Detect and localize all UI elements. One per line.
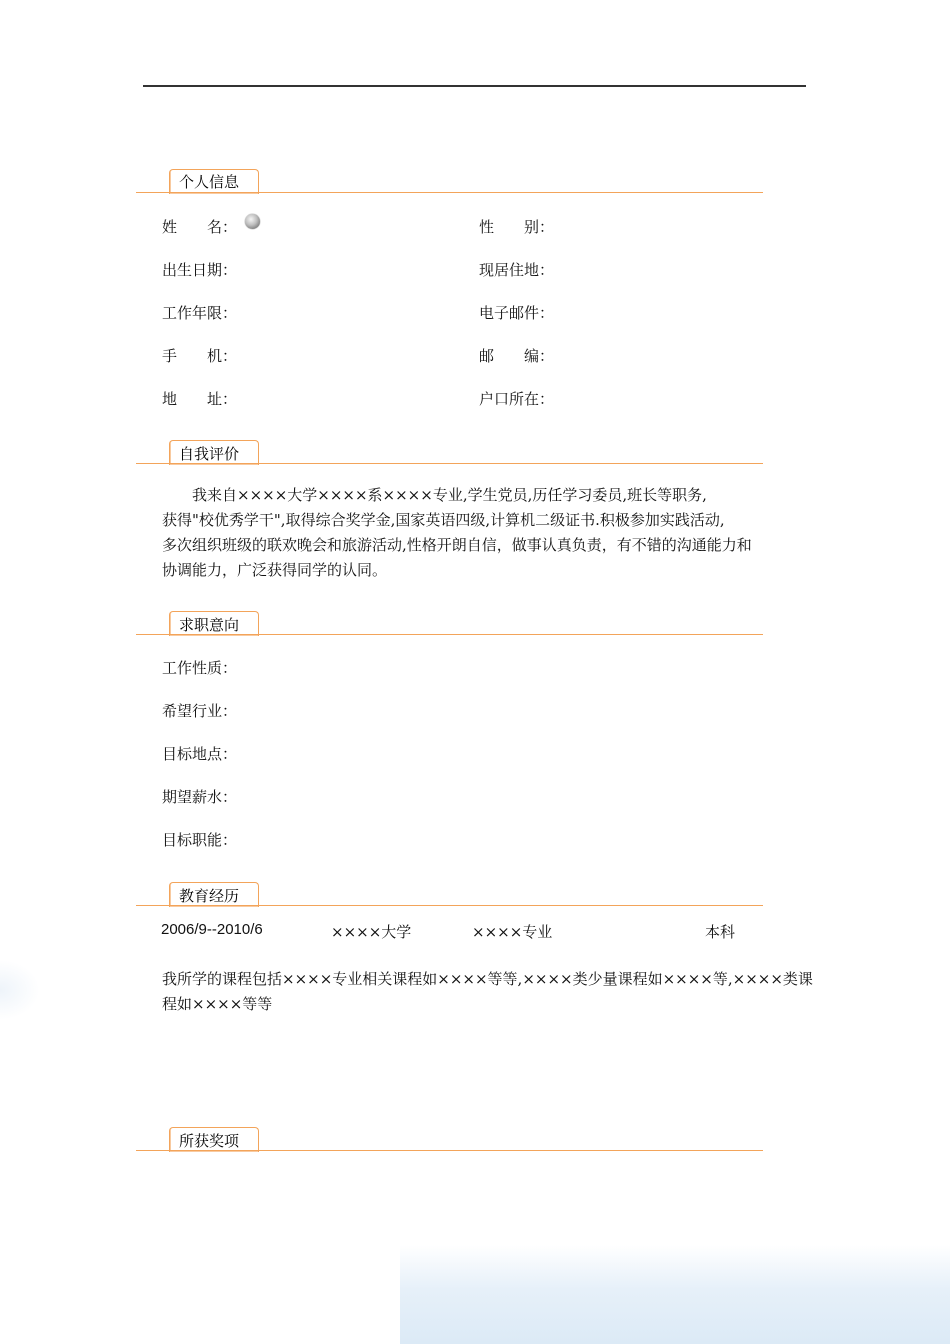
field-work-years-label: 工作年限： — [162, 304, 238, 322]
intention-function-label: 目标职能： — [162, 831, 238, 849]
self-eval-line-3: 多次组织班级的联欢晚会和旅游活动,性格开朗自信，做事认真负责，有不错的沟通能力和 — [162, 536, 752, 554]
section-title-intention: 求职意向 — [179, 616, 240, 634]
self-eval-line-2: 获得"校优秀学干",取得综合奖学金,国家英语四级,计算机二级证书.积极参加实践活动, — [162, 511, 725, 529]
field-name-label: 姓 名： — [162, 218, 238, 236]
background-wash-left — [0, 960, 40, 1020]
self-eval-line-1: 我来自××××大学××××系××××专业,学生党员,历任学习委员,班长等职务, — [162, 486, 707, 504]
intention-industry-label: 希望行业： — [162, 702, 238, 720]
education-period: 2006/9--2010/6 — [161, 921, 263, 938]
education-school: ××××大学 — [331, 923, 412, 941]
section-title-awards: 所获奖项 — [179, 1132, 240, 1150]
education-major: ××××专业 — [472, 923, 553, 941]
field-residence-label: 现居住地： — [479, 261, 555, 279]
field-address-label: 地 址： — [162, 390, 238, 408]
education-courses-line-2: 程如××××等等 — [162, 995, 273, 1013]
intention-salary-label: 期望薪水： — [162, 788, 238, 806]
field-postcode-label: 邮 编： — [479, 347, 555, 365]
background-wash — [400, 1245, 950, 1344]
field-email-label: 电子邮件： — [479, 304, 555, 322]
field-hukou-label: 户口所在： — [479, 390, 555, 408]
header-rule — [143, 85, 806, 87]
section-title-self-eval: 自我评价 — [179, 445, 240, 463]
avatar-icon — [245, 214, 260, 229]
self-eval-line-4: 协调能力，广泛获得同学的认同。 — [162, 561, 388, 579]
section-title-personal: 个人信息 — [179, 173, 240, 191]
section-line-personal — [136, 192, 763, 193]
intention-job-type-label: 工作性质： — [162, 659, 238, 677]
education-courses-line-1: 我所学的课程包括××××专业相关课程如××××等等,××××类少量课程如××××等,××××类课 — [162, 970, 813, 988]
field-mobile-label: 手 机： — [162, 347, 238, 365]
field-gender-label: 性 别： — [479, 218, 555, 236]
intention-location-label: 目标地点： — [162, 745, 238, 763]
section-title-education: 教育经历 — [179, 887, 240, 905]
education-degree: 本科 — [705, 923, 736, 941]
field-birthdate-label: 出生日期： — [162, 261, 238, 279]
